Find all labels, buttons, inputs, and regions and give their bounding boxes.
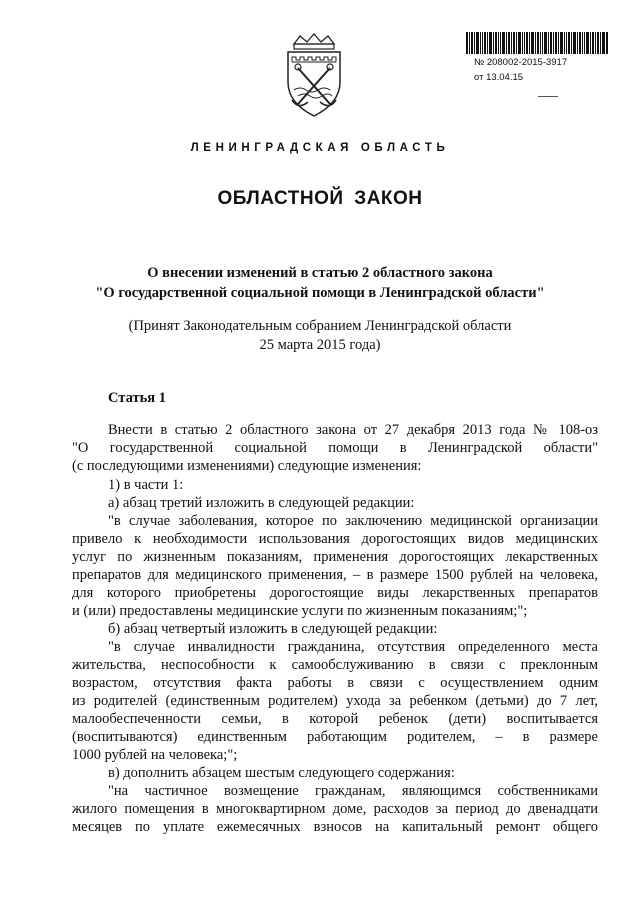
body-line: б) абзац четвертый изложить в следующей редакции:	[108, 621, 438, 637]
body-line: препаратов для медицинского применения, – в размере 1500 рублей на человека,	[72, 567, 598, 583]
body-line: для которого приобретены дорогостоящие виды лекарственных препаратов	[72, 585, 598, 601]
body-line: возрастом, отсутствия факта работы в связи с осуществлением одним	[72, 675, 598, 691]
body-line: (с последующими изменениями) следующие изменения:	[72, 458, 422, 474]
registration-date: от 13.04.15	[474, 72, 524, 83]
barcode-icon	[466, 32, 608, 54]
divider	[538, 96, 558, 97]
law-title-line-1: О внесении изменений в статью 2 областного закона	[147, 265, 493, 281]
body-line: "в случае заболевания, которое по заключению медицинской организации	[108, 513, 598, 529]
region-name: ЛЕНИНГРАДСКАЯ ОБЛАСТЬ	[190, 142, 450, 154]
registration-number: № 208002-2015-3917	[474, 57, 568, 68]
document-type: ОБЛАСТНОЙ ЗАКОН	[217, 188, 423, 209]
body-line: 1000 рублей на человека;";	[72, 747, 238, 763]
body-line: из родителей (единственным родителем) ухода за ребенком (детьми) до 7 лет,	[72, 693, 598, 709]
body-line: малообеспеченности семьи, в которой ребенок (дети) воспитывается	[72, 711, 598, 727]
body-line: в) дополнить абзацем шестым следующего содержания:	[108, 765, 455, 781]
body-line: привело к необходимости использования дорогостоящих видов медицинских	[72, 531, 598, 547]
body-line: и (или) предоставлены медицинские услуги по жизненным показаниям;";	[72, 603, 528, 619]
body-line: услуг по жизненным показаниям, применения дорогостоящих лекарственных	[72, 549, 598, 565]
adoption-note-line-1: (Принят Законодательным собранием Ленинградской области	[128, 318, 512, 334]
body-line: Внести в статью 2 областного закона от 27 декабря 2013 года № 108-оз	[108, 422, 598, 438]
body-line: "в случае инвалидности гражданина, отсутствия определенного места	[108, 639, 598, 655]
article-heading: Статья 1	[108, 390, 166, 406]
body-line: жительства, неспособности к самообслуживанию в связи с преклонным	[72, 657, 598, 673]
coat-of-arms-icon	[280, 32, 348, 118]
body-line: 1) в части 1:	[108, 477, 184, 493]
law-title-line-2: "О государственной социальной помощи в Ленинградской области"	[95, 285, 545, 301]
adoption-note-line-2: 25 марта 2015 года)	[259, 337, 381, 353]
body-line: а) абзац третий изложить в следующей редакции:	[108, 495, 415, 511]
body-line: (воспитываются) единственным работающим родителем, – в размере	[72, 729, 598, 745]
body-line: жилого помещения в многоквартирном доме, расходов за период до двенадцати	[72, 801, 598, 817]
body-line: "на частичное возмещение гражданам, являющимся собственниками	[108, 783, 598, 799]
body-line: месяцев по уплате ежемесячных взносов на капитальный ремонт общего	[72, 819, 598, 835]
body-line: "О государственной социальной помощи в Ленинградской области"	[72, 440, 598, 456]
